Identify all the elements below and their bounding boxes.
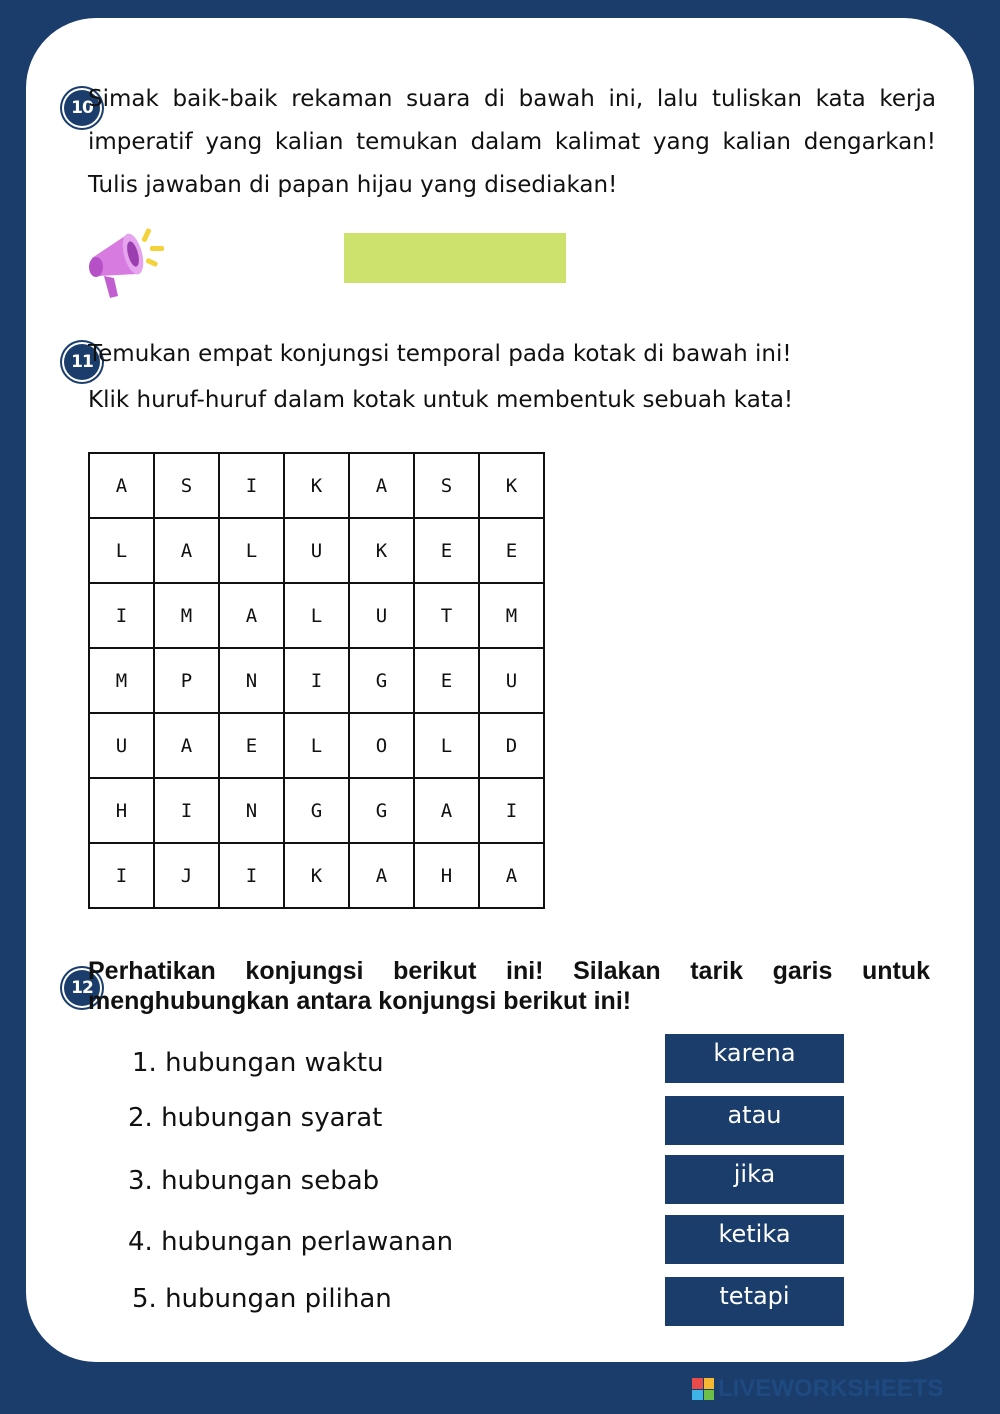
- grid-letter-cell[interactable]: L: [284, 583, 349, 648]
- word-search-grid: [88, 452, 545, 909]
- grid-row: [89, 713, 544, 778]
- question-10-number: 10: [64, 90, 100, 126]
- grid-letter-cell[interactable]: D: [479, 713, 544, 778]
- grid-letter-cell[interactable]: K: [284, 453, 349, 518]
- q11-line-1: Temukan empat konjungsi temporal pada kotak di bawah ini!: [88, 341, 792, 367]
- grid-letter-cell[interactable]: I: [219, 843, 284, 908]
- grid-letter-cell[interactable]: E: [414, 648, 479, 713]
- grid-letter-cell[interactable]: M: [89, 648, 154, 713]
- grid-letter-cell[interactable]: T: [414, 583, 479, 648]
- grid-letter-cell[interactable]: A: [349, 453, 414, 518]
- category-item-perlawanan[interactable]: 4. hubungan perlawanan: [128, 1227, 454, 1257]
- grid-letter-cell[interactable]: L: [89, 518, 154, 583]
- megaphone-icon[interactable]: [84, 220, 168, 304]
- grid-letter-cell[interactable]: A: [479, 843, 544, 908]
- grid-letter-cell[interactable]: K: [479, 453, 544, 518]
- grid-letter-cell[interactable]: I: [479, 778, 544, 843]
- grid-letter-cell[interactable]: K: [349, 518, 414, 583]
- answer-board-input[interactable]: [344, 233, 566, 283]
- grid-letter-cell[interactable]: S: [414, 453, 479, 518]
- logo-cube-icon: [692, 1378, 714, 1400]
- grid-letter-cell[interactable]: G: [349, 648, 414, 713]
- grid-letter-cell[interactable]: M: [479, 583, 544, 648]
- grid-letter-cell[interactable]: A: [219, 583, 284, 648]
- grid-letter-cell[interactable]: A: [154, 518, 219, 583]
- grid-letter-cell[interactable]: A: [154, 713, 219, 778]
- grid-letter-cell[interactable]: U: [284, 518, 349, 583]
- conjunction-box-karena[interactable]: karena: [665, 1034, 844, 1083]
- question-12-number: 12: [64, 970, 100, 1006]
- grid-letter-cell[interactable]: N: [219, 778, 284, 843]
- grid-letter-cell[interactable]: U: [89, 713, 154, 778]
- category-item-syarat[interactable]: 2. hubungan syarat: [128, 1103, 383, 1133]
- grid-letter-cell[interactable]: I: [89, 583, 154, 648]
- grid-letter-cell[interactable]: G: [349, 778, 414, 843]
- conjunction-box-jika[interactable]: jika: [665, 1155, 844, 1204]
- brand-text: LIVEWORKSHEETS: [718, 1375, 944, 1402]
- grid-letter-cell[interactable]: O: [349, 713, 414, 778]
- liveworksheets-logo: [692, 1376, 943, 1402]
- q10-line-1: Simak baik-baik rekaman suara di bawah ini, lalu tuliskan kata kerja: [88, 86, 936, 112]
- grid-letter-cell[interactable]: I: [219, 453, 284, 518]
- grid-row: [89, 648, 544, 713]
- grid-letter-cell[interactable]: N: [219, 648, 284, 713]
- grid-letter-cell[interactable]: I: [284, 648, 349, 713]
- conjunction-box-ketika[interactable]: ketika: [665, 1215, 844, 1264]
- question-10-instructions: [88, 78, 936, 207]
- q12-line-2: menghubungkan antara konjungsi berikut ini!: [88, 987, 632, 1015]
- grid-letter-cell[interactable]: K: [284, 843, 349, 908]
- grid-letter-cell[interactable]: E: [479, 518, 544, 583]
- question-11-number: 11: [64, 344, 100, 380]
- grid-letter-cell[interactable]: H: [89, 778, 154, 843]
- grid-letter-cell[interactable]: A: [89, 453, 154, 518]
- question-12-instructions: [88, 956, 930, 1016]
- grid-letter-cell[interactable]: M: [154, 583, 219, 648]
- category-item-pilihan[interactable]: 5. hubungan pilihan: [132, 1284, 392, 1314]
- q11-line-2: Klik huruf-huruf dalam kotak untuk membentuk sebuah kata!: [88, 387, 794, 413]
- q10-line-3: Tulis jawaban di papan hijau yang disediakan!: [88, 172, 618, 198]
- grid-letter-cell[interactable]: A: [349, 843, 414, 908]
- grid-row: [89, 518, 544, 583]
- grid-letter-cell[interactable]: L: [414, 713, 479, 778]
- grid-letter-cell[interactable]: L: [219, 518, 284, 583]
- grid-letter-cell[interactable]: E: [414, 518, 479, 583]
- conjunction-box-atau[interactable]: atau: [665, 1096, 844, 1145]
- q10-line-2: imperatif yang kalian temukan dalam kalimat yang kalian dengarkan!: [88, 129, 936, 155]
- grid-letter-cell[interactable]: P: [154, 648, 219, 713]
- grid-letter-cell[interactable]: G: [284, 778, 349, 843]
- grid-letter-cell[interactable]: I: [154, 778, 219, 843]
- grid-row: [89, 778, 544, 843]
- conjunction-box-tetapi[interactable]: tetapi: [665, 1277, 844, 1326]
- grid-row: [89, 843, 544, 908]
- grid-letter-cell[interactable]: A: [414, 778, 479, 843]
- grid-letter-cell[interactable]: H: [414, 843, 479, 908]
- grid-letter-cell[interactable]: I: [89, 843, 154, 908]
- grid-letter-cell[interactable]: S: [154, 453, 219, 518]
- grid-letter-cell[interactable]: E: [219, 713, 284, 778]
- grid-row: [89, 453, 544, 518]
- grid-row: [89, 583, 544, 648]
- grid-letter-cell[interactable]: U: [479, 648, 544, 713]
- grid-letter-cell[interactable]: L: [284, 713, 349, 778]
- q12-line-1: Perhatikan konjungsi berikut ini! Silakan tarik garis untuk: [88, 957, 930, 985]
- grid-letter-cell[interactable]: U: [349, 583, 414, 648]
- category-item-waktu[interactable]: 1. hubungan waktu: [132, 1048, 384, 1078]
- category-item-sebab[interactable]: 3. hubungan sebab: [128, 1166, 380, 1196]
- grid-letter-cell[interactable]: J: [154, 843, 219, 908]
- question-11-instructions: [88, 331, 936, 423]
